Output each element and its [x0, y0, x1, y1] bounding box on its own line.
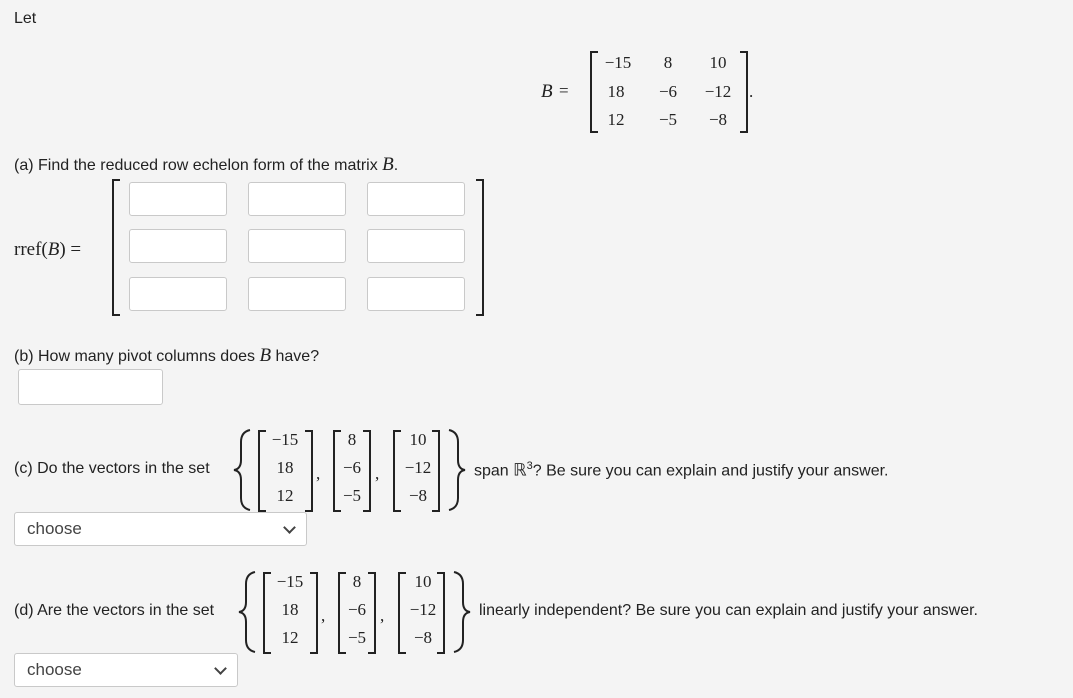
comma: , [321, 606, 326, 625]
part-b-var: B [259, 345, 272, 366]
matrix-cell: −15 [604, 53, 632, 72]
rref-left-bracket [112, 179, 120, 316]
rref-func: rref( [14, 239, 48, 260]
vector-cell: 10 [414, 572, 432, 591]
comma: , [316, 464, 321, 483]
span-word: span [474, 462, 514, 480]
matrix-cell: 18 [607, 82, 625, 101]
span-answer-select[interactable] [14, 512, 307, 546]
rref-var: B [47, 239, 60, 260]
rref-input-r1c1[interactable] [129, 182, 227, 216]
exponent: 3 [526, 460, 533, 472]
rref-right-bracket [476, 179, 484, 316]
vector-cell: −8 [413, 628, 433, 647]
span-select-value: choose [27, 519, 82, 538]
rref-input-r3c3[interactable] [367, 277, 465, 311]
vector-cell: 8 [347, 430, 357, 449]
matrix-cell: −5 [658, 110, 678, 129]
part-c-suffix [474, 460, 889, 480]
rref-label [14, 239, 81, 261]
vector-cell: −12 [409, 600, 437, 619]
part-d-suffix: linearly independent? Be sure you can explain and justify your answer. [479, 602, 978, 619]
intro-text: Let [14, 10, 37, 27]
rref-close: ) = [59, 239, 82, 260]
independence-select-value: choose [27, 660, 82, 679]
matrix-cell: −6 [658, 82, 678, 101]
part-a-text: (a) Find the reduced row echelon form of the matrix [14, 157, 383, 174]
chevron-down-icon [283, 521, 296, 534]
vector-cell: 18 [276, 458, 294, 477]
comma: , [375, 464, 380, 483]
vector-cell: 18 [281, 600, 299, 619]
real-numbers-symbol: ℝ [513, 460, 527, 480]
rref-input-r1c3[interactable] [367, 182, 465, 216]
part-a-suffix: . [393, 157, 399, 174]
part-b-text: (b) How many pivot columns does [14, 348, 260, 365]
vector-cell: −6 [347, 600, 367, 619]
vector-cell: −15 [271, 430, 299, 449]
part-a-question [14, 154, 398, 176]
vector-cell: 12 [276, 486, 294, 505]
vector-cell: −8 [408, 486, 428, 505]
matrix-cell: −12 [704, 82, 732, 101]
matrix-cell: 8 [663, 53, 673, 72]
vector-cell: 12 [281, 628, 299, 647]
matrix-b-label: B [541, 81, 553, 102]
period: . [749, 82, 754, 101]
rref-input-r3c2[interactable] [248, 277, 346, 311]
independence-answer-select[interactable] [14, 653, 238, 687]
vector-cell: 8 [352, 572, 362, 591]
equals-sign: = [559, 81, 569, 100]
comma: , [380, 606, 385, 625]
rref-input-r1c2[interactable] [248, 182, 346, 216]
part-b-question [14, 345, 319, 367]
right-bracket [740, 51, 748, 133]
rref-input-r3c1[interactable] [129, 277, 227, 311]
left-brace-icon [232, 428, 256, 512]
vector-cell: 10 [409, 430, 427, 449]
left-brace-icon [237, 570, 261, 654]
chevron-down-icon [214, 662, 227, 675]
pivot-count-input[interactable] [18, 369, 163, 405]
vector-cell: −5 [347, 628, 367, 647]
vector-cell: −15 [276, 572, 304, 591]
vector-cell: −12 [404, 458, 432, 477]
vector-cell: −5 [342, 486, 362, 505]
part-d-prefix: (d) Are the vectors in the set [14, 602, 215, 619]
part-c-prefix: (c) Do the vectors in the set [14, 460, 210, 477]
part-a-var: B [382, 154, 394, 175]
right-brace-icon [448, 570, 472, 654]
matrix-cell: −8 [708, 110, 728, 129]
rref-input-r2c1[interactable] [129, 229, 227, 263]
matrix-cell: 12 [607, 110, 625, 129]
part-b-suffix: have? [271, 348, 320, 365]
vector-cell: −6 [342, 458, 362, 477]
right-brace-icon [443, 428, 467, 512]
rref-input-r2c2[interactable] [248, 229, 346, 263]
matrix-cell: 10 [709, 53, 727, 72]
rref-input-r2c3[interactable] [367, 229, 465, 263]
part-c-question-end: ? Be sure you can explain and justify your answer. [532, 462, 889, 480]
